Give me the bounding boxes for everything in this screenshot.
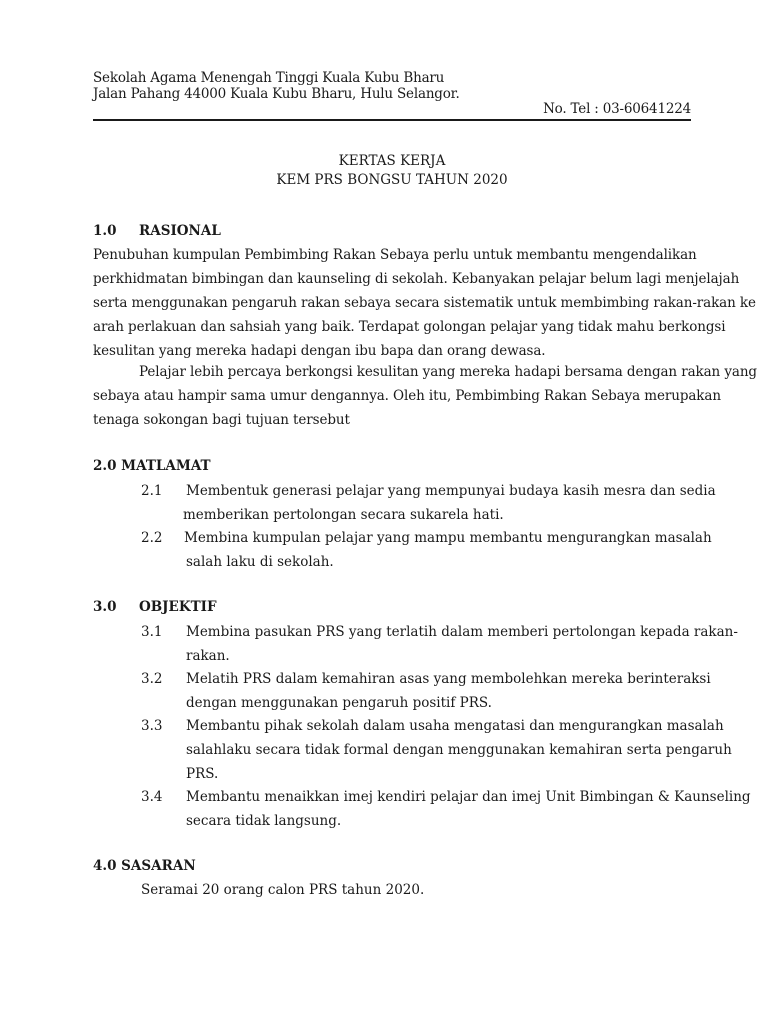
objektif-item-1 [186, 620, 738, 668]
item-line: Membantu menaikkan imej kendiri pelajar dan imej Unit Bimbingan & Kaunseling [186, 789, 751, 805]
paragraph-line: Pelajar lebih percaya berkongsi kesulitan yang mereka hadapi bersama dengan rakan yang [139, 364, 757, 380]
rasional-paragraph-2 [93, 360, 757, 432]
doc-title-line2: KEM PRS BONGSU TAHUN 2020 [276, 172, 508, 188]
matlamat-item-2 [184, 526, 712, 574]
paragraph-line: arah perlakuan dan sahsiah yang baik. Terdapat golongan pelajar yang tidak mahu berkongsi [93, 319, 726, 335]
item-line: memberikan pertolongan secara sukarela hati. [183, 507, 504, 523]
item-number: 2.1 [141, 483, 163, 499]
doc-title-line1: KERTAS KERJA [338, 153, 446, 169]
school-name: Sekolah Agama Menengah Tinggi Kuala Kubu Bharu [93, 70, 445, 86]
section-number-rasional: 1.0 [93, 223, 117, 239]
item-number: 3.4 [141, 789, 163, 805]
objektif-item-3 [186, 714, 732, 786]
section-heading-rasional: RASIONAL [139, 223, 221, 239]
paragraph-line: sebaya atau hampir sama umur dengannya. Oleh itu, Pembimbing Rakan Sebaya merupakan [93, 388, 721, 404]
item-line: secara tidak langsung. [186, 813, 342, 829]
phone-number: No. Tel : 03-60641224 [543, 101, 691, 117]
item-number: 3.1 [141, 624, 163, 640]
paragraph-line: Penubuhan kumpulan Pembimbing Rakan Sebaya perlu untuk membantu mengendalikan [93, 247, 697, 263]
item-line: salahlaku secara tidak formal dengan menggunakan kemahiran serta pengaruh [186, 742, 732, 758]
item-line: Membina kumpulan pelajar yang mampu membantu mengurangkan masalah [184, 530, 712, 546]
item-line: salah laku di sekolah. [186, 554, 334, 570]
objektif-item-4 [186, 785, 751, 833]
item-number: 2.2 [141, 530, 163, 546]
item-line: Membentuk generasi pelajar yang mempunyai budaya kasih mesra dan sedia [186, 483, 716, 499]
school-address: Jalan Pahang 44000 Kuala Kubu Bharu, Hulu Selangor. [93, 86, 460, 102]
rasional-paragraph-1 [93, 243, 756, 363]
item-line: dengan menggunakan pengaruh positif PRS. [186, 695, 492, 711]
section-heading-sasaran: 4.0 SASARAN [93, 858, 196, 874]
paragraph-line: serta menggunakan pengaruh rakan sebaya secara sistematik untuk membimbing rakan-rakan ke [93, 295, 756, 311]
paragraph-line: tenaga sokongan bagi tujuan tersebut [93, 412, 350, 428]
item-line: rakan. [186, 648, 230, 664]
item-line: Membina pasukan PRS yang terlatih dalam memberi pertolongan kepada rakan- [186, 624, 738, 640]
sasaran-text: Seramai 20 orang calon PRS tahun 2020. [141, 882, 425, 898]
item-number: 3.2 [141, 671, 163, 687]
section-number-objektif: 3.0 [93, 599, 117, 615]
item-line: Membantu pihak sekolah dalam usaha mengatasi dan mengurangkan masalah [186, 718, 724, 734]
paragraph-line: perkhidmatan bimbingan dan kaunseling di sekolah. Kebanyakan pelajar belum lagi menjelajah [93, 271, 740, 287]
item-line: Melatih PRS dalam kemahiran asas yang membolehkan mereka berinteraksi [186, 671, 711, 687]
item-line: PRS. [186, 766, 219, 782]
item-number: 3.3 [141, 718, 163, 734]
header-divider [93, 119, 691, 121]
section-heading-matlamat: 2.0 MATLAMAT [93, 458, 211, 474]
objektif-item-2 [186, 667, 711, 715]
section-heading-objektif: OBJEKTIF [139, 599, 217, 615]
paragraph-line: kesulitan yang mereka hadapi dengan ibu bapa dan orang dewasa. [93, 343, 546, 359]
matlamat-item-1 [183, 479, 716, 527]
